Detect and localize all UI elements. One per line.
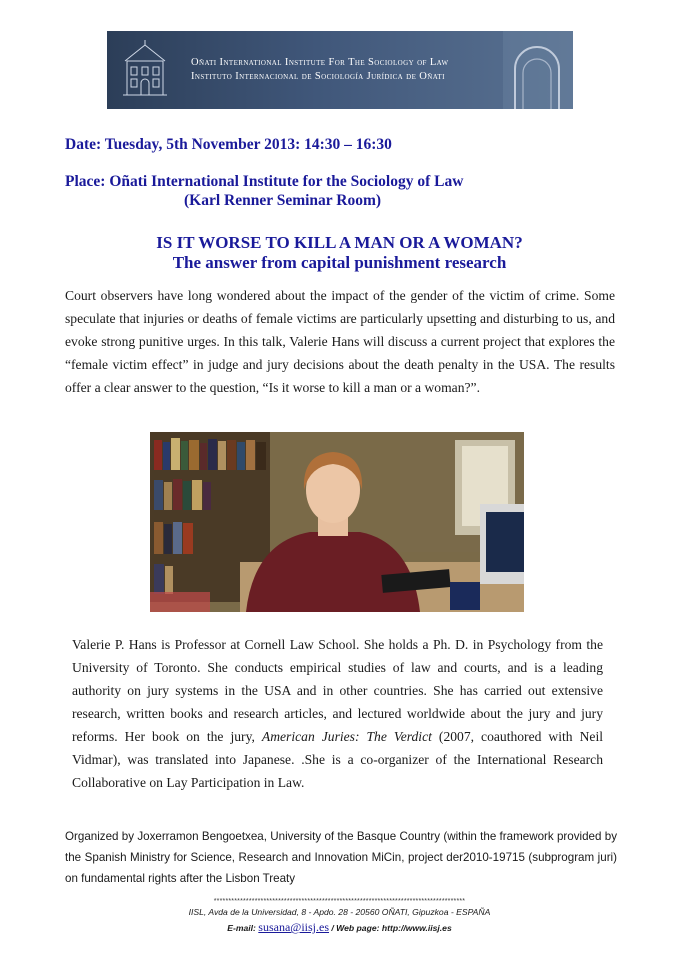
banner-title-spanish: Instituto Internacional de Sociología Jurídica de Oñati	[191, 71, 445, 82]
event-place: Place: Oñati International Institute for the Sociology of Law	[65, 173, 464, 190]
speaker-photo-illustration	[150, 432, 524, 612]
institute-banner	[107, 31, 573, 109]
book-title: American Juries: The Verdict	[261, 729, 432, 744]
event-date: Date: Tuesday, 5th November 2013: 14:30 – 16:30	[65, 136, 392, 153]
speaker-bio-text-2: (2007, coauthored with Neil Vidmar), was translated into Japanese. .She is a co-organizer of the International Research Collaborative on Lay Participation in Law.	[72, 729, 604, 790]
speaker-bio-text-1: Valerie P. Hans is Professor at Cornell Law School. She holds a Ph. D. in Psychology from the University of Toronto. She conducts empirical studies of law and courts, and is a leading authority on jury systems in the USA and in other countries. She has carried out extensive research, written books and research articles, and lectured worldwide about the jury and jury reforms. Her book on the jury,	[72, 637, 603, 744]
talk-subtitle: The answer from capital punishment research	[172, 253, 507, 272]
footer-divider: **************************************************************************************	[213, 898, 466, 905]
speaker-bio	[72, 633, 603, 794]
institute-building-logo-icon	[121, 39, 169, 101]
building-arch-decoration	[503, 31, 573, 109]
talk-title: IS IT WORSE TO KILL A MAN OR A WOMAN?	[156, 233, 523, 252]
event-room: (Karl Renner Seminar Room)	[184, 192, 382, 209]
email-link[interactable]: susana@iisj.es	[258, 920, 330, 934]
email-label: E-mail:	[227, 923, 256, 933]
banner-title-english: Oñati International Institute For The Sociology of Law	[191, 57, 449, 68]
organizer-note: Organized by Joxerramon Bengoetxea, University of the Basque Country (within the framework provided by the Spanish Ministry for Science, Research and Innovation MiCin, project der2010-19715 (subprogram juri) on fundamental rights after the Lisbon Treaty	[65, 830, 617, 885]
speaker-photo	[150, 432, 524, 612]
web-page-label: / Web page: http://www.iisj.es	[331, 923, 452, 933]
footer-contact	[0, 920, 679, 935]
footer-address: IISL, Avda de la Universidad, 8 - Apdo. 28 - 20560 OÑATI, Gipuzkoa - ESPAÑA	[188, 907, 491, 917]
talk-abstract: Court observers have long wondered about the impact of the gender of the victim of crime. Some speculate that injuries or deaths of female victims are particularly upsetting and disturbing to us, and evoke strong punitive urges. In this talk, Valerie Hans will discuss a current project that explores the “female victim effect” in judge and jury decisions about the death penalty in the USA. The results offer a clear answer to the question, “Is it worse to kill a man or a woman?”.	[65, 288, 615, 395]
